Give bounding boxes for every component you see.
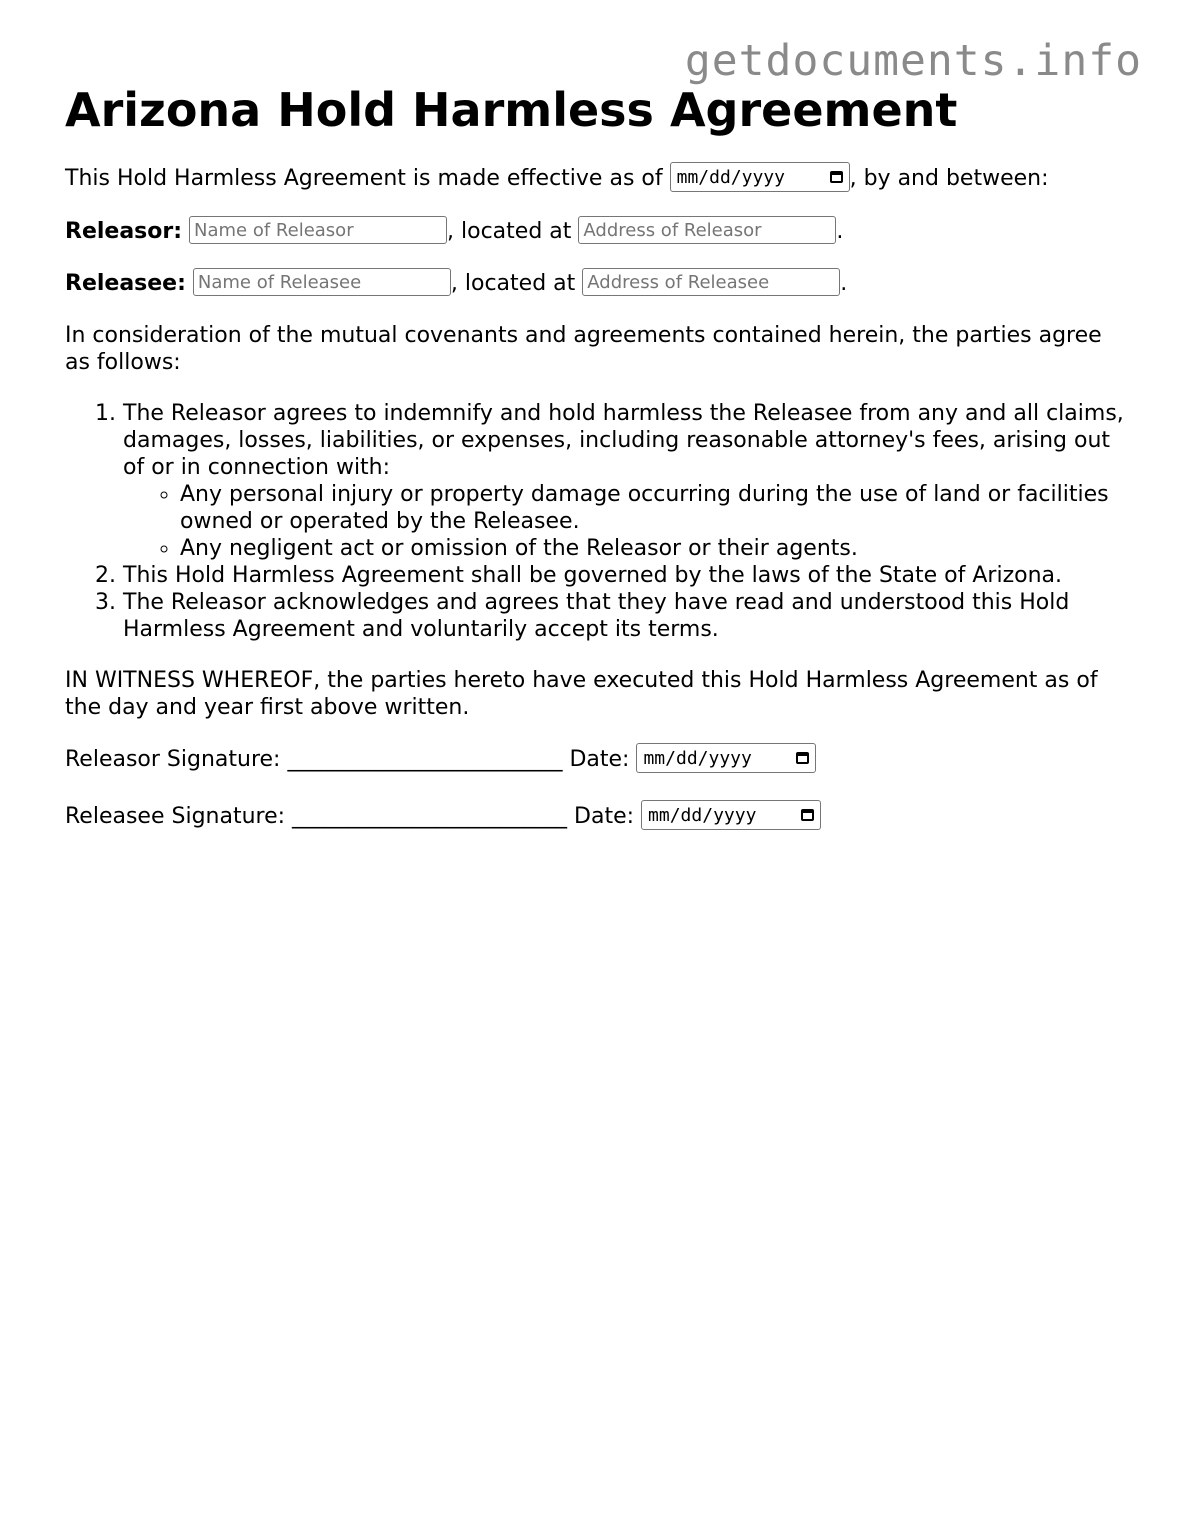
document-body [65,82,1125,859]
term-item-2: 2. This Hold Harmless Agreement shall be governed by the laws of the State of Arizona. [123,562,1125,589]
releasee-label: Releasee: [65,271,186,296]
releasee-address-input[interactable] [582,268,840,296]
releasee-line [65,270,1125,298]
releasee-signature-line [65,802,1125,832]
releasee-date-input[interactable] [641,800,821,830]
effective-date-placeholder: mm/dd/yyyy [676,166,785,188]
releasee-located-text: , located at [450,271,576,296]
intro-text-after: , by and between: [849,166,1049,191]
terms-list [65,400,1125,643]
releasor-signature-label: Releasor Signature: [65,747,281,772]
releasor-name-input[interactable] [189,216,447,244]
releasee-signature-field[interactable]: _________________________ [292,804,568,829]
releasor-label: Releasor: [65,219,183,244]
term-item-1-text: The Releasor agrees to indemnify and hold harmless the Releasee from any and all claims, damages, losses, liabilities, or expenses, including reasonable attorney's fees, arising out of or in connection with: [123,401,1124,480]
releasor-period: . [836,219,844,244]
term-item-1 [123,400,1125,562]
consideration-paragraph: In consideration of the mutual covenants and agreements contained herein, the parties agree as follows: [65,323,1102,375]
releasor-address-input[interactable] [578,216,836,244]
releasee-period: . [840,271,848,296]
watermark: getdocuments.info [684,36,1142,86]
calendar-icon[interactable] [796,752,809,764]
witness-paragraph: IN WITNESS WHEREOF, the parties hereto have executed this Hold Harmless Agreement as of the day and year first above written. [65,668,1098,720]
releasor-date-placeholder: mm/dd/yyyy [643,747,752,769]
releasor-date-input[interactable] [636,743,816,773]
releasee-signature-label: Releasee Signature: [65,804,286,829]
releasee-name-input[interactable] [193,268,451,296]
releasor-located-text: , located at [447,219,572,244]
term-subitem-2: ◦ Any negligent act or omission of the Releasor or their agents. [180,535,1125,562]
releasee-date-placeholder: mm/dd/yyyy [648,804,757,826]
releasor-date-label: Date: [569,747,630,772]
term-item-3: 3. The Releasor acknowledges and agrees that they have read and understood this Hold Harmless Agreement and voluntarily accept its terms. [123,589,1125,643]
page-title: Arizona Hold Harmless Agreement [65,83,958,137]
releasor-signature-line [65,745,1125,775]
intro-paragraph [65,164,1125,194]
releasor-line [65,218,1125,246]
calendar-icon[interactable] [801,809,814,821]
intro-text: This Hold Harmless Agreement is made effective as of [65,166,663,191]
term-item-1-sublist [123,481,1125,562]
effective-date-input[interactable] [670,162,850,192]
releasor-signature-field[interactable]: _________________________ [287,747,563,772]
releasee-date-label: Date: [574,804,635,829]
calendar-icon[interactable] [830,171,843,183]
term-subitem-1: ◦ Any personal injury or property damage occurring during the use of land or facilities owned or operated by the Releasee. [180,481,1125,535]
